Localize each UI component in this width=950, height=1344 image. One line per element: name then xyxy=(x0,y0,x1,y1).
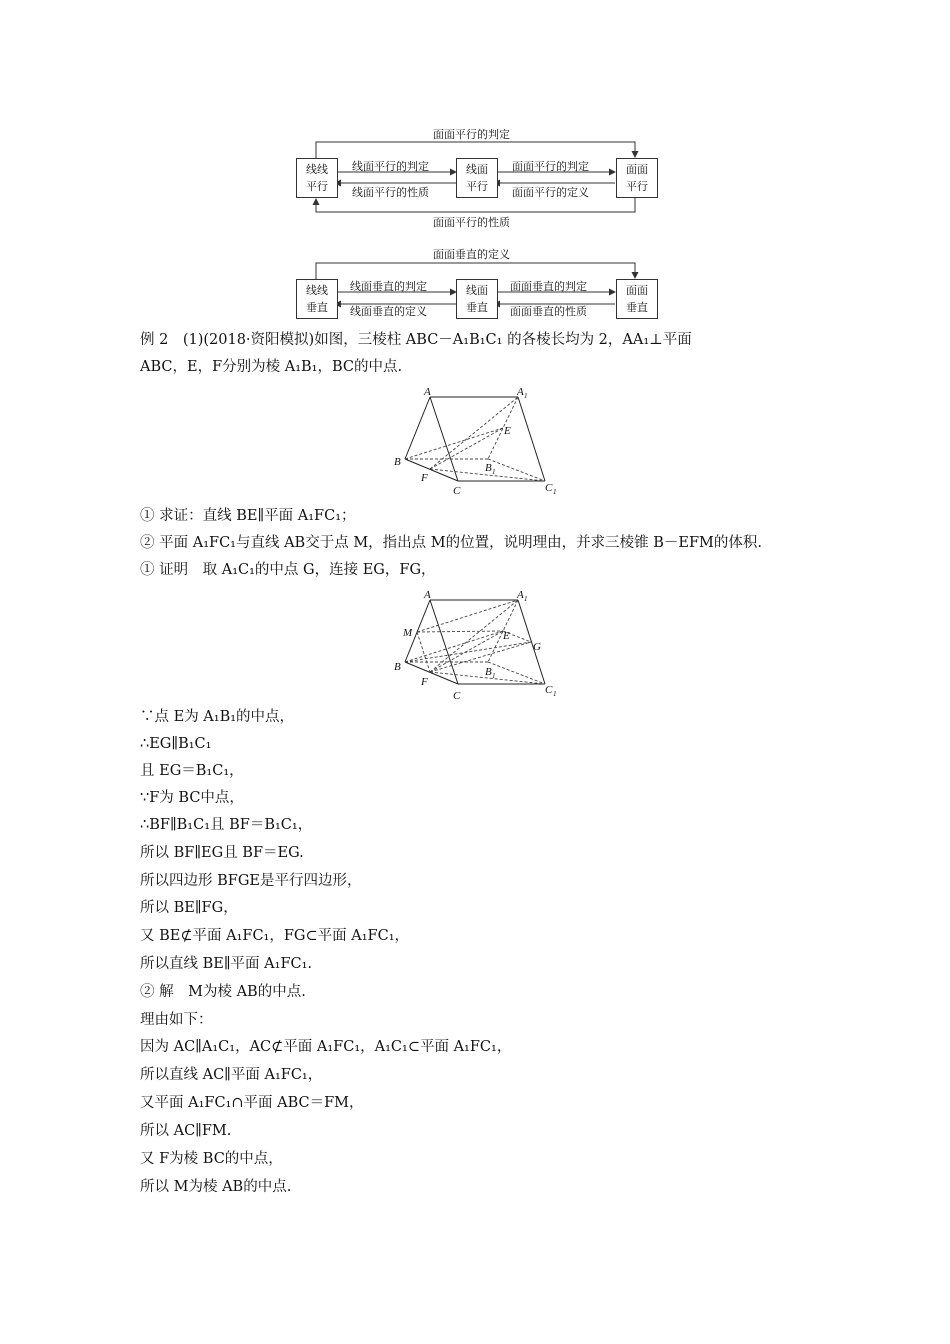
label-G: G xyxy=(533,641,541,653)
arrow-label: 面面平行的判定 xyxy=(512,160,589,173)
label-E: E xyxy=(503,630,510,642)
prism-figure-2 xyxy=(390,586,570,704)
box-line-line-perpendicular: 线线垂直 xyxy=(296,279,338,319)
arrow-label: 面面垂直的性质 xyxy=(510,305,587,318)
label-sub: 1 xyxy=(492,672,496,680)
solution-line: 又平面 A₁FC₁∩平面 ABC＝FM， xyxy=(140,1095,364,1111)
label-A: A xyxy=(424,589,431,601)
arrow-label: 线面垂直的定义 xyxy=(350,305,427,318)
label-B: B xyxy=(394,456,401,468)
label-M: M xyxy=(403,627,413,639)
solution-line: ∵F为 BC中点， xyxy=(140,790,244,806)
proof-start: ① 证明 取 A₁C₁的中点 G，连接 EG，FG， xyxy=(140,562,436,578)
label-sub: 1 xyxy=(492,468,496,476)
box-plane-plane-perpendicular: 面面垂直 xyxy=(616,279,658,319)
label-sub: 1 xyxy=(553,690,557,698)
label-B1: B xyxy=(485,666,492,678)
top-label: 面面平行的判定 xyxy=(433,128,510,141)
problem-line-2: ABC，E，F分别为棱 A₁B₁，BC的中点. xyxy=(140,359,403,375)
solution-line: ∵点 E为 A₁B₁的中点， xyxy=(140,709,295,725)
arrow-label: 线面垂直的判定 xyxy=(350,280,427,293)
label-F: F xyxy=(421,472,428,484)
label-A: A xyxy=(424,386,431,398)
box-line-plane-perpendicular: 线面垂直 xyxy=(456,279,498,319)
arrow-label: 线面平行的性质 xyxy=(352,186,429,199)
solution-line: 所以 M为棱 AB的中点. xyxy=(140,1179,292,1195)
question-2: ② 平面 A₁FC₁与直线 AB交于点 M，指出点 M的位置，说明理由，并求三棱锥 B－EFM的体积. xyxy=(140,535,762,551)
solution-line: 又 F为棱 BC的中点， xyxy=(140,1151,283,1167)
label-C: C xyxy=(453,485,461,497)
problem-line-1: 例 2 (1)(2018·资阳模拟)如图，三棱柱 ABC－A₁B₁C₁ 的各棱长均为 2，AA₁⊥平面 xyxy=(140,332,692,348)
solution-line: 因为 AC∥A₁C₁，AC⊄平面 A₁FC₁，A₁C₁⊂平面 A₁FC₁， xyxy=(140,1039,512,1055)
label-A1: A xyxy=(517,386,524,398)
prism-figure-1 xyxy=(390,383,570,498)
solution-line: 所以直线 BE∥平面 A₁FC₁. xyxy=(140,956,313,972)
question-1: ① 求证：直线 BE∥平面 A₁FC₁； xyxy=(140,508,356,524)
box-line-line-parallel: 线线平行 xyxy=(296,158,338,198)
solution-line: ∴BF∥B₁C₁且 BF＝B₁C₁， xyxy=(140,817,313,833)
bottom-label: 面面平行的性质 xyxy=(433,216,510,229)
solution-line: 又 BE⊄平面 A₁FC₁，FG⊂平面 A₁FC₁， xyxy=(140,928,410,944)
label-B: B xyxy=(394,661,401,673)
solution-line: ② 解 M为棱 AB的中点. xyxy=(140,984,306,1000)
box-line-plane-parallel: 线面平行 xyxy=(456,158,498,198)
label-F: F xyxy=(421,676,428,688)
arrow-label: 线面平行的判定 xyxy=(352,160,429,173)
arrow-label: 面面平行的定义 xyxy=(512,186,589,199)
solution-line: 所以直线 AC∥平面 A₁FC₁， xyxy=(140,1067,323,1083)
solution-line: 所以 AC∥FM. xyxy=(140,1123,232,1139)
label-E: E xyxy=(504,425,511,437)
solution-line: 所以四边形 BFGE是平行四边形， xyxy=(140,873,362,889)
solution-line: ∴EG∥B₁C₁ xyxy=(140,736,212,752)
top-label: 面面垂直的定义 xyxy=(433,248,510,261)
label-sub: 1 xyxy=(524,392,528,400)
solution-line: 所以 BF∥EG且 BF＝EG. xyxy=(140,845,304,861)
label-A1: A xyxy=(517,589,524,601)
label-sub: 1 xyxy=(524,595,528,603)
box-plane-plane-parallel: 面面平行 xyxy=(616,158,658,198)
label-C: C xyxy=(453,690,461,702)
solution-line: 理由如下： xyxy=(140,1012,213,1028)
solution-line: 所以 BE∥FG， xyxy=(140,900,238,916)
solution-line: 且 EG＝B₁C₁， xyxy=(140,763,244,779)
label-C1: C xyxy=(545,684,553,696)
arrow-label: 面面垂直的判定 xyxy=(510,280,587,293)
label-B1: B xyxy=(485,462,492,474)
label-C1: C xyxy=(545,482,553,494)
label-sub: 1 xyxy=(553,488,557,496)
